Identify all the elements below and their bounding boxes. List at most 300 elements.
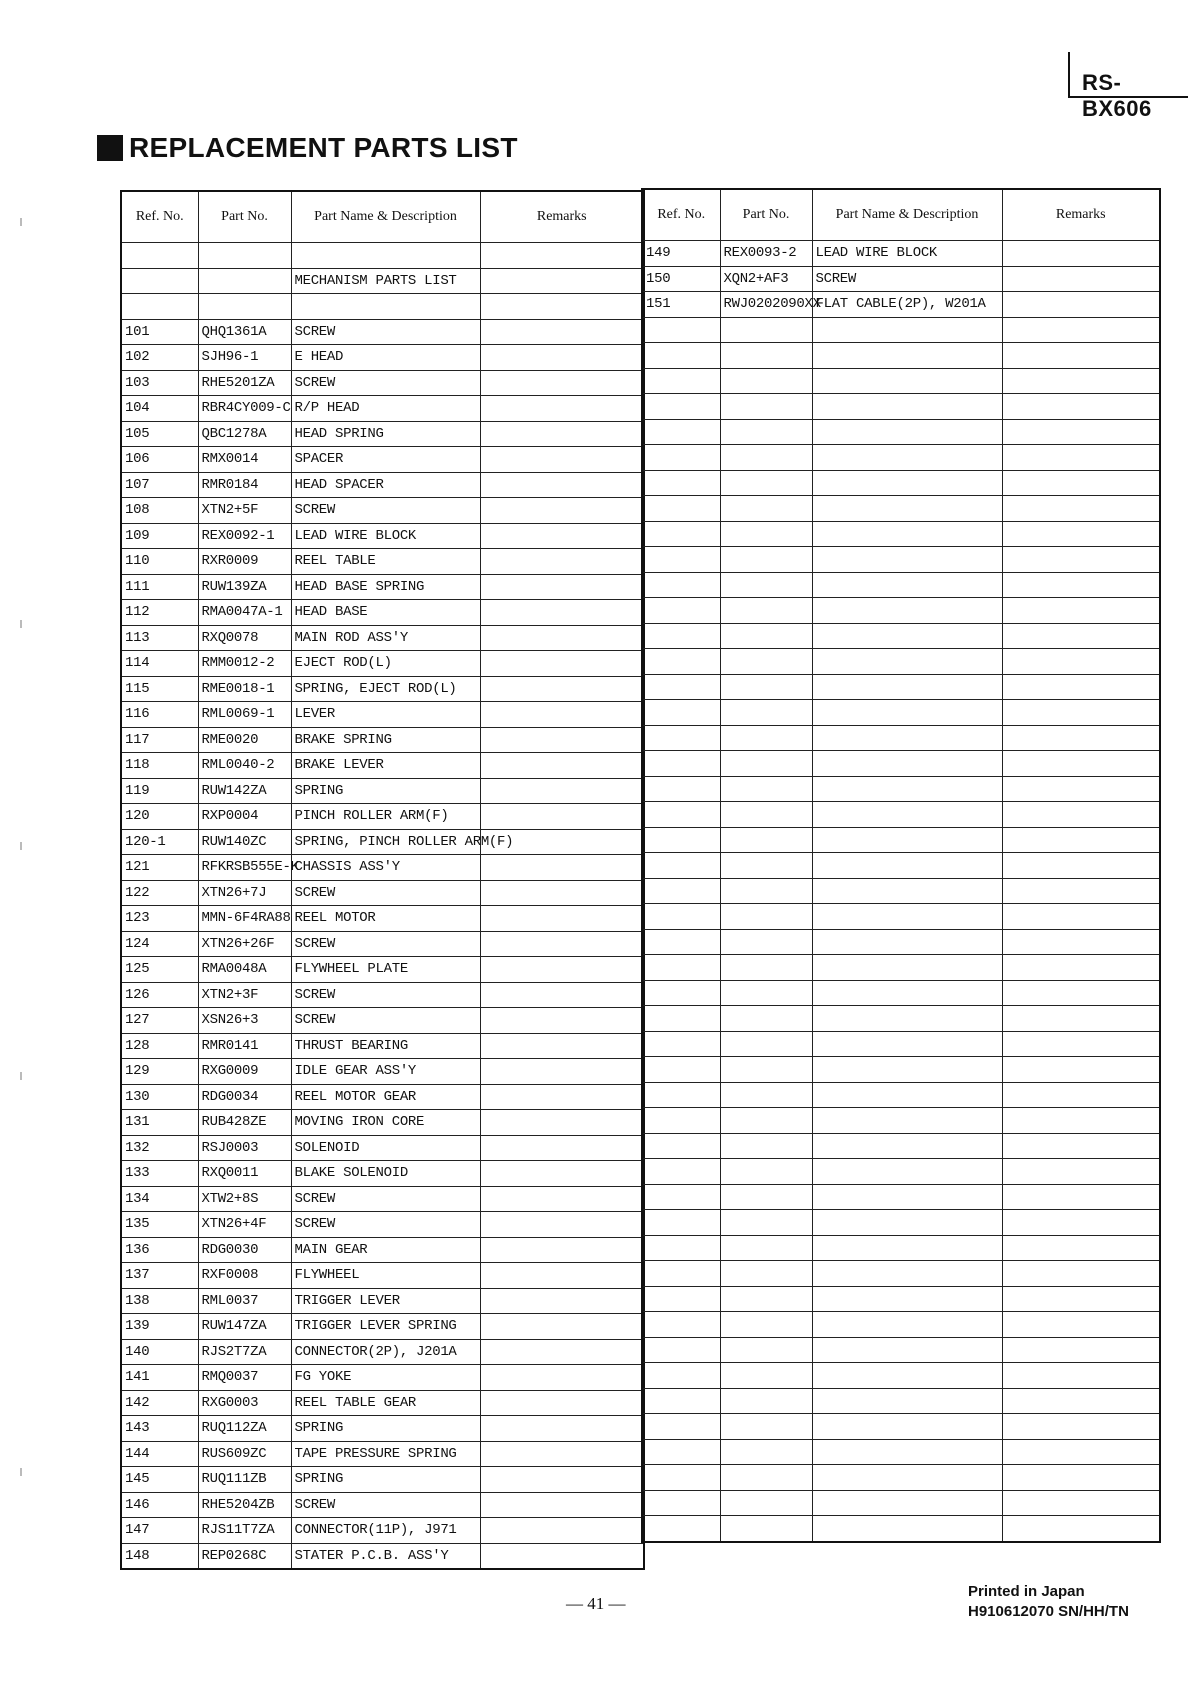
description-cell: REEL TABLE xyxy=(291,549,480,575)
part-no-cell xyxy=(720,1108,812,1134)
part-no-cell xyxy=(720,1388,812,1414)
ref-no-cell: 140 xyxy=(121,1339,198,1365)
description-cell: PINCH ROLLER ARM(F) xyxy=(291,804,480,830)
ref-no-cell xyxy=(642,470,720,496)
remarks-cell xyxy=(480,982,644,1008)
parts-table-left-body xyxy=(121,243,644,1570)
description-cell xyxy=(812,445,1002,471)
part-no-cell: RXR0009 xyxy=(198,549,291,575)
part-no-cell: RML0069-1 xyxy=(198,702,291,728)
part-no-cell xyxy=(720,802,812,828)
remarks-cell xyxy=(1002,445,1160,471)
remarks-cell xyxy=(1002,649,1160,675)
part-no-cell: RUW139ZA xyxy=(198,574,291,600)
remarks-cell xyxy=(480,574,644,600)
table-row xyxy=(121,523,644,549)
part-no-cell: XTW2+8S xyxy=(198,1186,291,1212)
table-row xyxy=(121,370,644,396)
remarks-cell xyxy=(480,676,644,702)
part-no-cell xyxy=(720,623,812,649)
table-row xyxy=(642,1439,1160,1465)
table-row xyxy=(121,574,644,600)
part-no-cell xyxy=(720,751,812,777)
description-cell xyxy=(812,496,1002,522)
ref-no-cell: 142 xyxy=(121,1390,198,1416)
table-row xyxy=(642,1388,1160,1414)
table-row xyxy=(121,345,644,371)
description-cell: CONNECTOR(11P), J971 xyxy=(291,1518,480,1544)
remarks-cell xyxy=(480,1441,644,1467)
table-row xyxy=(642,572,1160,598)
description-header: Part Name & Description xyxy=(812,189,1002,241)
ref-no-cell xyxy=(642,1516,720,1542)
ref-no-cell: 143 xyxy=(121,1416,198,1442)
description-cell: MECHANISM PARTS LIST xyxy=(291,268,480,294)
remarks-cell xyxy=(1002,827,1160,853)
part-no-cell: RML0037 xyxy=(198,1288,291,1314)
ref-no-cell: 127 xyxy=(121,1008,198,1034)
part-no-cell xyxy=(720,649,812,675)
ref-no-cell: 130 xyxy=(121,1084,198,1110)
ref-no-cell xyxy=(642,1388,720,1414)
part-no-cell xyxy=(198,294,291,320)
remarks-cell xyxy=(1002,1465,1160,1491)
part-no-cell: RWJ0202090XX xyxy=(720,292,812,318)
description-cell xyxy=(812,598,1002,624)
table-row xyxy=(121,1288,644,1314)
remarks-cell xyxy=(1002,1286,1160,1312)
description-cell: SCREW xyxy=(291,931,480,957)
remarks-cell xyxy=(480,855,644,881)
remarks-cell xyxy=(480,472,644,498)
remarks-cell xyxy=(480,1186,644,1212)
table-row xyxy=(642,776,1160,802)
description-cell: SCREW xyxy=(291,1008,480,1034)
part-no-cell xyxy=(720,853,812,879)
description-cell xyxy=(812,1337,1002,1363)
table-row xyxy=(642,700,1160,726)
description-cell: CONNECTOR(2P), J201A xyxy=(291,1339,480,1365)
part-no-cell: RXG0003 xyxy=(198,1390,291,1416)
remarks-cell xyxy=(480,1059,644,1085)
remarks-cell xyxy=(480,880,644,906)
description-cell xyxy=(812,1159,1002,1185)
table-row xyxy=(121,1237,644,1263)
description-cell xyxy=(812,317,1002,343)
table-row xyxy=(642,368,1160,394)
ref-no-cell: 138 xyxy=(121,1288,198,1314)
ref-no-cell: 107 xyxy=(121,472,198,498)
part-no-cell: RXP0004 xyxy=(198,804,291,830)
part-no-cell: RXG0009 xyxy=(198,1059,291,1085)
part-no-cell xyxy=(720,1516,812,1542)
description-cell xyxy=(812,827,1002,853)
part-no-cell: RMR0141 xyxy=(198,1033,291,1059)
ref-no-cell: 120 xyxy=(121,804,198,830)
part-no-cell xyxy=(720,827,812,853)
remarks-cell xyxy=(1002,1235,1160,1261)
ref-no-cell xyxy=(642,929,720,955)
table-row xyxy=(642,1490,1160,1516)
table-row xyxy=(642,470,1160,496)
part-no-cell: RML0040-2 xyxy=(198,753,291,779)
ref-no-cell xyxy=(642,547,720,573)
table-row xyxy=(642,1006,1160,1032)
description-cell xyxy=(812,1057,1002,1083)
description-cell xyxy=(812,853,1002,879)
remarks-cell xyxy=(1002,394,1160,420)
description-cell: MOVING IRON CORE xyxy=(291,1110,480,1136)
part-no-cell xyxy=(720,776,812,802)
part-no-cell xyxy=(720,317,812,343)
remarks-cell xyxy=(480,1288,644,1314)
description-cell xyxy=(812,904,1002,930)
table-row xyxy=(642,1286,1160,1312)
ref-no-cell: 102 xyxy=(121,345,198,371)
description-cell xyxy=(812,1108,1002,1134)
ref-no-cell: 136 xyxy=(121,1237,198,1263)
ref-no-cell: 124 xyxy=(121,931,198,957)
table-row xyxy=(642,1312,1160,1338)
document-code: H910612070 SN/HH/TN xyxy=(968,1603,1129,1620)
description-cell xyxy=(812,649,1002,675)
remarks-cell xyxy=(480,804,644,830)
ref-no-cell xyxy=(642,521,720,547)
table-row xyxy=(642,266,1160,292)
remarks-cell xyxy=(1002,598,1160,624)
ref-no-cell: 122 xyxy=(121,880,198,906)
part-no-cell: XSN26+3 xyxy=(198,1008,291,1034)
remarks-cell xyxy=(1002,1057,1160,1083)
part-no-cell xyxy=(720,1261,812,1287)
part-no-cell: RXQ0011 xyxy=(198,1161,291,1187)
parts-table-right-body xyxy=(642,241,1160,1542)
ref-no-cell xyxy=(642,1490,720,1516)
ref-no-cell: 104 xyxy=(121,396,198,422)
remarks-cell xyxy=(1002,1184,1160,1210)
ref-no-cell xyxy=(642,445,720,471)
description-cell: CHASSIS ASS'Y xyxy=(291,855,480,881)
remarks-cell xyxy=(1002,1312,1160,1338)
description-cell xyxy=(812,419,1002,445)
remarks-cell xyxy=(480,421,644,447)
part-no-cell xyxy=(720,955,812,981)
ref-no-cell xyxy=(642,1286,720,1312)
description-cell xyxy=(812,776,1002,802)
remarks-cell xyxy=(1002,1414,1160,1440)
remarks-cell xyxy=(480,268,644,294)
part-no-cell xyxy=(720,904,812,930)
description-cell xyxy=(812,572,1002,598)
remarks-cell xyxy=(480,1416,644,1442)
table-row xyxy=(642,547,1160,573)
part-no-cell: RFKRSB555E-K xyxy=(198,855,291,881)
ref-no-cell xyxy=(642,1261,720,1287)
ref-no-cell xyxy=(642,1210,720,1236)
table-row xyxy=(642,623,1160,649)
table-row xyxy=(121,396,644,422)
ref-no-cell xyxy=(642,802,720,828)
ref-no-cell xyxy=(642,1057,720,1083)
table-row xyxy=(121,549,644,575)
table-row xyxy=(121,498,644,524)
remarks-cell xyxy=(1002,1006,1160,1032)
table-row xyxy=(642,649,1160,675)
part-no-cell: RXF0008 xyxy=(198,1263,291,1289)
description-cell xyxy=(812,878,1002,904)
part-no-cell: RUW140ZC xyxy=(198,829,291,855)
description-cell: TRIGGER LEVER xyxy=(291,1288,480,1314)
description-cell: REEL MOTOR GEAR xyxy=(291,1084,480,1110)
ref-no-cell: 121 xyxy=(121,855,198,881)
table-row xyxy=(642,955,1160,981)
remarks-cell xyxy=(1002,1490,1160,1516)
remarks-cell xyxy=(1002,674,1160,700)
ref-no-cell xyxy=(121,243,198,269)
part-no-cell xyxy=(720,725,812,751)
description-cell: R/P HEAD xyxy=(291,396,480,422)
remarks-cell xyxy=(480,1008,644,1034)
part-no-cell: RJS2T7ZA xyxy=(198,1339,291,1365)
remarks-cell xyxy=(480,931,644,957)
ref-no-cell xyxy=(642,496,720,522)
table-row xyxy=(121,804,644,830)
remarks-cell xyxy=(1002,317,1160,343)
part-no-cell xyxy=(720,674,812,700)
remarks-cell xyxy=(480,1492,644,1518)
description-cell xyxy=(812,1261,1002,1287)
remarks-cell xyxy=(1002,1363,1160,1389)
part-no-header: Part No. xyxy=(198,191,291,243)
remarks-cell xyxy=(1002,1337,1160,1363)
description-cell: SCREW xyxy=(291,982,480,1008)
description-cell xyxy=(812,623,1002,649)
description-cell xyxy=(812,955,1002,981)
remarks-cell xyxy=(480,906,644,932)
table-row xyxy=(121,472,644,498)
remarks-cell xyxy=(1002,266,1160,292)
ref-no-cell xyxy=(642,1108,720,1134)
ref-no-cell: 109 xyxy=(121,523,198,549)
table-row xyxy=(121,855,644,881)
part-no-cell xyxy=(198,268,291,294)
part-no-cell: XTN2+5F xyxy=(198,498,291,524)
remarks-cell xyxy=(480,345,644,371)
remarks-cell xyxy=(480,1135,644,1161)
table-row xyxy=(121,1390,644,1416)
remarks-cell xyxy=(480,1518,644,1544)
part-no-cell xyxy=(198,243,291,269)
ref-no-cell xyxy=(642,394,720,420)
ref-no-cell xyxy=(642,1184,720,1210)
description-cell: FLAT CABLE(2P), W201A xyxy=(812,292,1002,318)
part-no-cell: RMA0047A-1 xyxy=(198,600,291,626)
part-no-cell: RDG0030 xyxy=(198,1237,291,1263)
table-row xyxy=(121,727,644,753)
part-no-cell xyxy=(720,598,812,624)
description-cell xyxy=(812,1414,1002,1440)
description-cell xyxy=(812,470,1002,496)
table-row xyxy=(642,1184,1160,1210)
page-title xyxy=(97,132,518,164)
margin-mark xyxy=(20,218,22,226)
ref-no-cell xyxy=(642,1133,720,1159)
table-row xyxy=(642,827,1160,853)
remarks-cell xyxy=(1002,623,1160,649)
remarks-cell xyxy=(1002,419,1160,445)
part-no-cell xyxy=(720,1465,812,1491)
ref-no-cell: 114 xyxy=(121,651,198,677)
remarks-cell xyxy=(1002,700,1160,726)
ref-no-cell xyxy=(642,1414,720,1440)
table-row xyxy=(642,1057,1160,1083)
part-no-cell: RDG0034 xyxy=(198,1084,291,1110)
table-row xyxy=(642,419,1160,445)
part-no-cell xyxy=(720,419,812,445)
description-cell: SCREW xyxy=(812,266,1002,292)
ref-no-cell: 123 xyxy=(121,906,198,932)
remarks-cell xyxy=(480,1543,644,1569)
description-cell: BLAKE SOLENOID xyxy=(291,1161,480,1187)
remarks-cell xyxy=(1002,1108,1160,1134)
description-cell: BRAKE SPRING xyxy=(291,727,480,753)
description-cell: SCREW xyxy=(291,370,480,396)
table-row xyxy=(121,447,644,473)
table-header-row xyxy=(642,189,1160,241)
part-no-cell xyxy=(720,1363,812,1389)
description-cell: SCREW xyxy=(291,1212,480,1238)
table-row xyxy=(121,1518,644,1544)
ref-no-cell: 146 xyxy=(121,1492,198,1518)
page-title-text: REPLACEMENT PARTS LIST xyxy=(129,132,518,163)
part-no-cell: RUS609ZC xyxy=(198,1441,291,1467)
remarks-cell xyxy=(1002,1159,1160,1185)
table-row xyxy=(642,1159,1160,1185)
ref-no-cell: 101 xyxy=(121,319,198,345)
description-cell xyxy=(812,521,1002,547)
ref-no-cell xyxy=(121,294,198,320)
remarks-cell xyxy=(1002,1261,1160,1287)
description-cell xyxy=(812,980,1002,1006)
part-no-cell xyxy=(720,1312,812,1338)
part-no-cell: RMX0014 xyxy=(198,447,291,473)
ref-no-cell: 134 xyxy=(121,1186,198,1212)
printed-in: Printed in Japan xyxy=(968,1583,1085,1600)
remarks-cell xyxy=(480,370,644,396)
model-number: RS-BX606 xyxy=(1082,70,1152,121)
part-no-cell xyxy=(720,547,812,573)
table-row xyxy=(642,904,1160,930)
table-row xyxy=(642,1516,1160,1542)
ref-no-cell xyxy=(642,368,720,394)
description-cell: MAIN ROD ASS'Y xyxy=(291,625,480,651)
square-bullet-icon xyxy=(97,135,123,161)
part-no-cell: RXQ0078 xyxy=(198,625,291,651)
description-cell: LEAD WIRE BLOCK xyxy=(291,523,480,549)
description-cell xyxy=(812,343,1002,369)
part-no-cell: XTN2+3F xyxy=(198,982,291,1008)
remarks-cell xyxy=(480,753,644,779)
description-cell: EJECT ROD(L) xyxy=(291,651,480,677)
description-cell: E HEAD xyxy=(291,345,480,371)
table-header-row xyxy=(121,191,644,243)
description-cell: SOLENOID xyxy=(291,1135,480,1161)
table-row xyxy=(121,1059,644,1085)
description-cell xyxy=(812,547,1002,573)
description-cell xyxy=(291,294,480,320)
description-cell: HEAD BASE SPRING xyxy=(291,574,480,600)
description-cell: SCREW xyxy=(291,498,480,524)
ref-no-cell xyxy=(642,343,720,369)
description-cell xyxy=(812,674,1002,700)
table-row xyxy=(642,878,1160,904)
ref-no-cell: 145 xyxy=(121,1467,198,1493)
part-no-cell: XTN26+26F xyxy=(198,931,291,957)
ref-no-cell: 133 xyxy=(121,1161,198,1187)
ref-no-cell: 135 xyxy=(121,1212,198,1238)
table-row xyxy=(642,521,1160,547)
remarks-cell xyxy=(1002,1082,1160,1108)
remarks-cell xyxy=(1002,751,1160,777)
part-no-cell: RHE5201ZA xyxy=(198,370,291,396)
table-row xyxy=(121,1033,644,1059)
table-row xyxy=(121,702,644,728)
ref-no-cell: 103 xyxy=(121,370,198,396)
remarks-cell xyxy=(1002,1388,1160,1414)
remarks-cell xyxy=(480,447,644,473)
remarks-cell xyxy=(1002,725,1160,751)
ref-no-cell: 108 xyxy=(121,498,198,524)
table-row xyxy=(121,268,644,294)
part-no-cell: RUQ112ZA xyxy=(198,1416,291,1442)
margin-mark xyxy=(20,1072,22,1080)
description-cell: SCREW xyxy=(291,319,480,345)
table-row xyxy=(642,445,1160,471)
table-row xyxy=(642,1414,1160,1440)
description-cell xyxy=(812,1388,1002,1414)
parts-table-left xyxy=(120,190,645,1570)
part-no-cell xyxy=(720,1057,812,1083)
remarks-cell xyxy=(480,625,644,651)
description-cell xyxy=(812,1312,1002,1338)
part-no-cell xyxy=(720,700,812,726)
table-row xyxy=(121,294,644,320)
remarks-cell xyxy=(1002,1210,1160,1236)
part-no-cell: RBR4CY009-C xyxy=(198,396,291,422)
ref-no-cell xyxy=(642,776,720,802)
remarks-cell xyxy=(1002,1133,1160,1159)
description-cell: STATER P.C.B. ASS'Y xyxy=(291,1543,480,1569)
remarks-cell xyxy=(480,1467,644,1493)
table-row xyxy=(121,1467,644,1493)
table-row xyxy=(642,1108,1160,1134)
remarks-cell xyxy=(480,294,644,320)
part-no-cell: RMA0048A xyxy=(198,957,291,983)
table-row xyxy=(121,1543,644,1569)
remarks-header: Remarks xyxy=(480,191,644,243)
description-cell xyxy=(812,1439,1002,1465)
table-row xyxy=(642,1082,1160,1108)
margin-mark xyxy=(20,842,22,850)
table-row xyxy=(642,725,1160,751)
ref-no-cell: 139 xyxy=(121,1314,198,1340)
ref-no-cell: 128 xyxy=(121,1033,198,1059)
part-no-cell: RMR0184 xyxy=(198,472,291,498)
table-row xyxy=(121,1212,644,1238)
part-no-cell: RSJ0003 xyxy=(198,1135,291,1161)
description-cell xyxy=(812,368,1002,394)
description-cell: IDLE GEAR ASS'Y xyxy=(291,1059,480,1085)
